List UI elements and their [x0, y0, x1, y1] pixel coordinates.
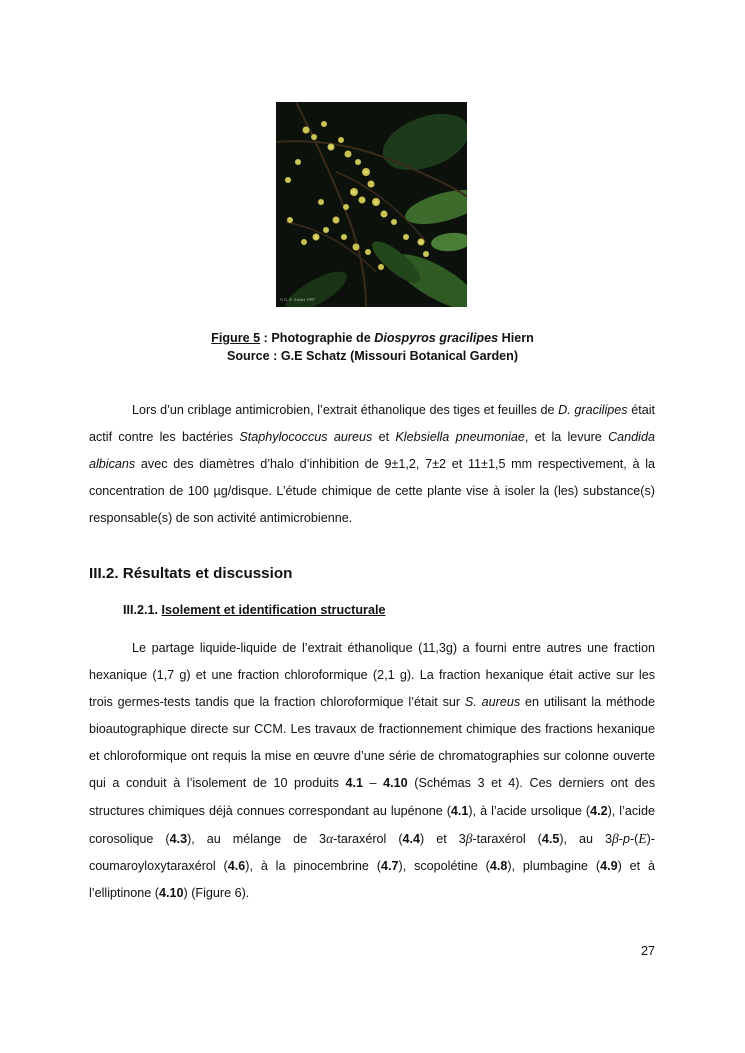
figure-title: Figure 5 : Photographie de Diospyros gracilipes Hiern — [211, 331, 534, 345]
page-number: 27 — [640, 944, 655, 958]
figure-photo — [276, 102, 467, 307]
photo-credit: © G. E. Schatz 1997 — [280, 297, 315, 302]
paragraph-intro: Lors d’un criblage antimicrobien, l’extrait éthanolique des tiges et feuilles de D. gracilipes était actif contre les bactéries Staphylococcus aureus et Klebsiella pneumoniae, et la levure Candida albicans avec des diamètres d’halo d’inhibition de 9±1,2, 7±2 et 11±1,5 mm respectivement, à la concentration de 100 µg/disque. L’étude chimique de cette plante vise à isoler la (les) substance(s) responsable(s) de son activité antimicrobienne. — [89, 403, 655, 526]
paragraph-results: Le partage liquide-liquide de l’extrait éthanolique (11,3g) a fourni entre autres une fraction hexanique (1,7 g) et une fraction chloroformique (2,1 g). La fraction hexanique était active sur les trois germes-tests tandis que la fraction chloroformique l’était sur S. aureus en utilisant la méthode bioautographique directe sur CCM. Les travaux de fractionnement chimique des fractions hexanique et chloroformique ont requis la mise en œuvre d’une série de chromatographies sur colonne ouverte qui a conduit à l’isolement de 10 produits 4.1 – 4.10 (Schémas 3 et 4). Ces derniers ont des structures chimiques déjà connues correspondant au lupénone (4.1), à l’acide ursolique (4.2), l’acide corosolique (4.3), au mélange de 3α-taraxérol (4.4) et 3β-taraxérol (4.5), au 3β-p-(E)-coumaroyloxytaraxérol (4.6), à la pinocembrine (4.7), scopolétine (4.8), plumbagine (4.9) et à l’elliptinone (4.10) (Figure 6). — [89, 641, 656, 900]
figure-source: Source : G.E Schatz (Missouri Botanical Garden) — [226, 349, 519, 363]
species-name: Diospyros gracilipes — [374, 331, 499, 345]
plant-illustration — [276, 102, 467, 307]
section-heading: III.2. Résultats et discussion — [89, 565, 293, 582]
figure-label: Figure 5 — [211, 331, 261, 345]
subsection-heading: III.2.1. Isolement et identification structurale — [123, 603, 386, 617]
figure-caption — [0, 329, 745, 365]
